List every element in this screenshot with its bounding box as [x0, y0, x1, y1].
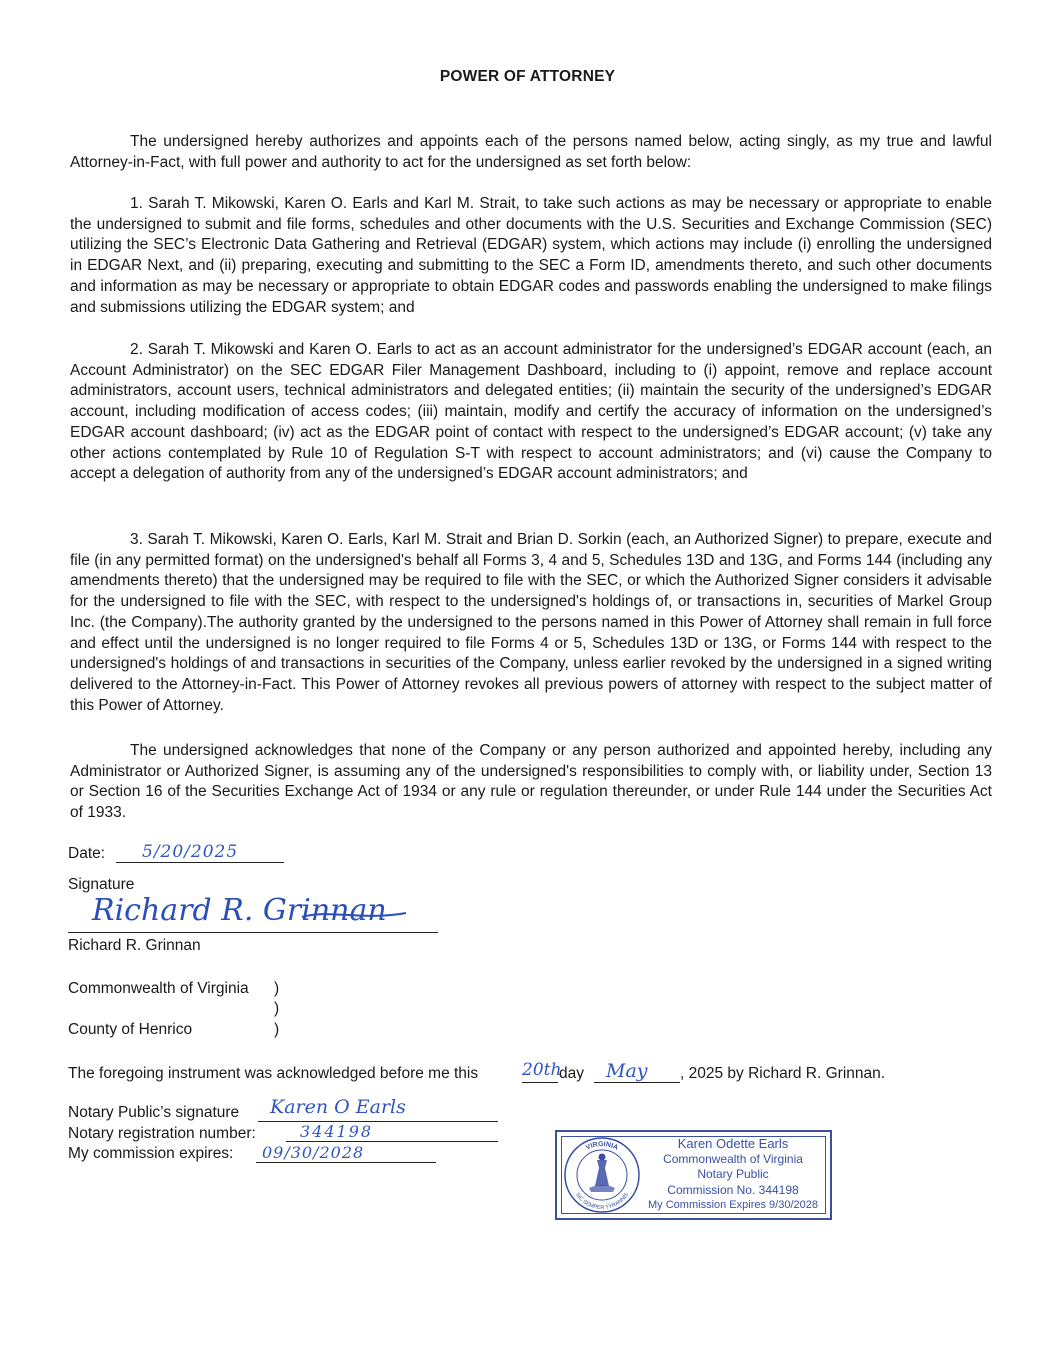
seal-name: Karen Odette Earls — [677, 1136, 789, 1151]
notary-day: 20th — [522, 1060, 562, 1080]
notary-seal — [555, 1130, 832, 1220]
intro-paragraph: The undersigned hereby authorizes and appoints each of the persons named below, acting singly, as my true and lawful Attorney-in-Fact, with full power and authority to act for the undersigned as set forth below: — [70, 133, 992, 171]
signer-name: Richard R. Grinnan — [68, 937, 201, 954]
signature-handwriting: Richard R. Grinnan — [92, 893, 387, 928]
notary-signature-line — [258, 1121, 498, 1122]
county-label: County of Henrico — [68, 1021, 193, 1038]
venue-paren-3: ) — [274, 1021, 280, 1038]
registration-label: Notary registration number: — [68, 1125, 256, 1142]
expires-value: 09/30/2028 — [262, 1143, 365, 1162]
signature-line — [68, 932, 438, 933]
expires-label: My commission expires: — [68, 1145, 234, 1162]
registration-value: 344198 — [300, 1122, 374, 1141]
seal-line-3: Notary Public — [697, 1167, 769, 1181]
item-3-paragraph: 3. Sarah T. Mikowski, Karen O. Earls, Karl M. Strait and Brian D. Sorkin (each, an Authorized Signer) to prepare, execute and file (in any permitted format) on the undersigned's behalf all Forms 3, 4 and 5, Schedules 13D and 13G, and Forms 144 (including any amendments thereto) that the undersigned may be required to file with the SEC, or which the Authorized Signer considers it advisable for the undersigned to file with the SEC, with respect to the undersigned's holdings of, or transactions in, securities of Markel Group Inc. (the Company).The authority granted by the undersigned to the persons named in this Power of Attorney shall remain in full force and effect until the undersigned is no longer required to file Forms 4 or 5, Schedules 13D or 13G, or Forms 144 with respect to the undersigned's holdings of and transactions in securities of the Company, unless earlier revoked by the undersigned in a signed writing delivered to the Attorney-in-Fact. This Power of Attorney revokes all previous powers of attorney with respect to the subject matter of this Power of Attorney. — [70, 531, 992, 714]
month-underline — [594, 1082, 680, 1083]
date-underline — [116, 862, 284, 863]
date-value: 5/20/2025 — [142, 842, 239, 862]
registration-line — [286, 1141, 498, 1142]
item-2-paragraph: 2. Sarah T. Mikowski and Karen O. Earls to act as an account administrator for the undersigned’s EDGAR account (each, an Account Administrator) on the SEC EDGAR Filer Management Dashboard, including to (i) appoint, remove and replace account administrators, account users, technical administrators and delegated entities; (ii) maintain the security of the undersigned’s EDGAR account, including modification of access codes; (iii) maintain, modify and certify the accuracy of information on the undersigned’s EDGAR account dashboard; (iv) act as the EDGAR point of contact with respect to the undersigned’s EDGAR account; (v) take any other actions contemplated by Rule 10 of Regulation S-T with respect to account administrators; and (vi) cause the Company to accept a delegation of authority from any of the undersigned’s EDGAR account administrators; and — [70, 341, 992, 483]
seal-text-block — [643, 1136, 823, 1214]
acknowledgement-paragraph: The undersigned acknowledges that none of the Company or any person authorized and appointed hereby, including any Administrator or Authorized Signer, is assuming any of the undersigned's responsibilities to comply with, or liability under, Section 13 or Section 16 of the Securities Exchange Act of 1934 or any rule or regulation thereunder, or under Rule 144 under the Securities Act of 1933. — [70, 742, 992, 822]
svg-text:SIC SEMPER TYRANNIS — [574, 1192, 630, 1211]
seal-line-2: Commonwealth of Virginia — [663, 1151, 803, 1166]
notary-signature-label: Notary Public’s signature — [68, 1104, 240, 1121]
seal-ring-bottom: SIC SEMPER TYRANNIS — [573, 1191, 631, 1212]
signature-flourish — [300, 905, 410, 925]
document-title: POWER OF ATTORNEY — [439, 68, 616, 85]
item-1-paragraph: 1. Sarah T. Mikowski, Karen O. Earls and Karl M. Strait, to take such actions as may be necessary or appropriate to enable the undersigned to submit and file forms, schedules and other documents with the U.S. Securities and Exchange Commission (SEC) utilizing the SEC’s Electronic Data Gathering and Retrieval (EDGAR) system, which actions may include (i) enrolling the undersigned in EDGAR Next, and (ii) preparing, executing and submitting to the SEC a Form ID, amendments thereto, and such other documents and information as may be necessary or appropriate to obtain EDGAR codes and passwords enabling the undersigned to make filings and submissions utilizing the EDGAR system; and — [70, 195, 992, 316]
notary-month: May — [606, 1060, 648, 1082]
signature-label: Signature — [68, 876, 135, 893]
day-underline — [522, 1082, 558, 1083]
venue-paren-2: ) — [274, 1000, 280, 1017]
date-label: Date: — [68, 845, 106, 862]
state-label: Commonwealth of Virginia — [68, 980, 249, 997]
notary-statement-suffix: , 2025 by Richard R. Grinnan. — [680, 1065, 886, 1082]
seal-ring-top: VIRGINIA — [584, 1140, 620, 1152]
expires-line — [256, 1162, 436, 1163]
virginia-seal-icon — [563, 1136, 641, 1214]
notary-statement-prefix: The foregoing instrument was acknowledged before me this — [68, 1065, 479, 1082]
seal-line-4: Commission No. 344198 — [667, 1182, 799, 1197]
notary-signature-value: Karen O Earls — [270, 1096, 406, 1118]
day-word: day — [559, 1065, 584, 1082]
venue-paren-1: ) — [274, 980, 280, 997]
seal-line-5: My Commission Expires 9/30/2028 — [648, 1199, 818, 1211]
